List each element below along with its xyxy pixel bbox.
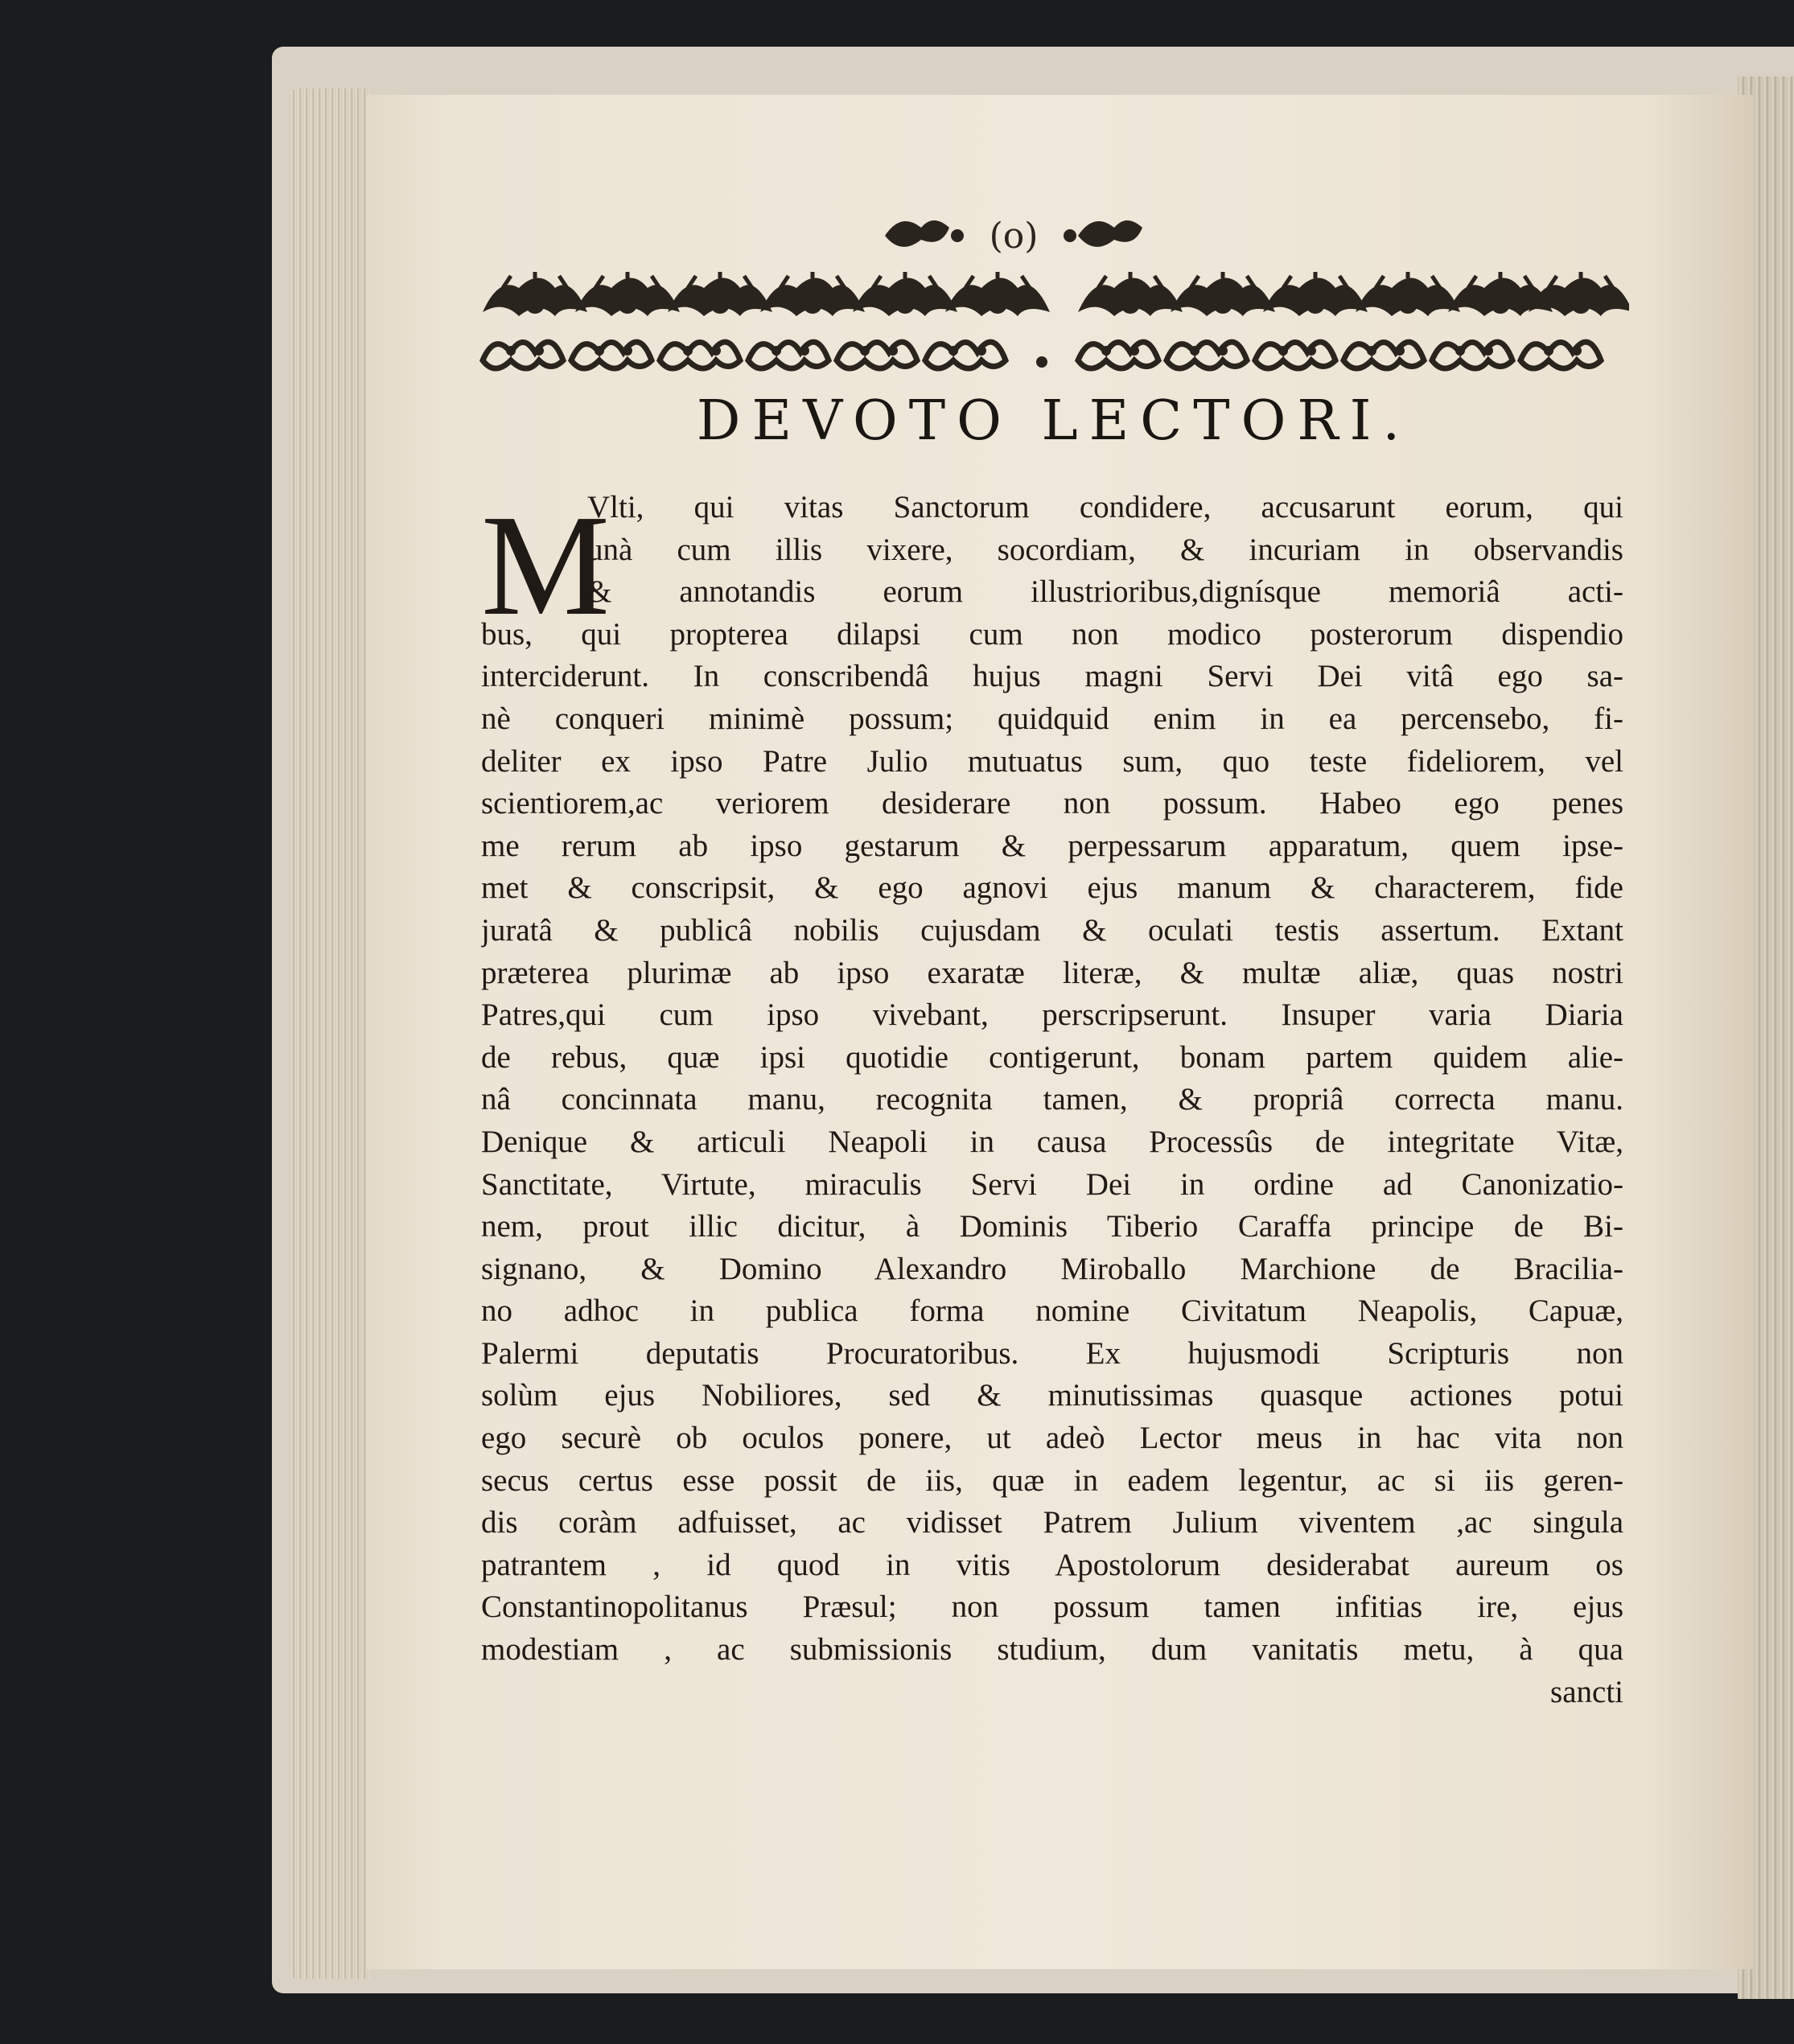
text-line: nâ concinnata manu, recognita tamen, & propriâ correcta manu.: [481, 1082, 1623, 1117]
body-text: [481, 487, 1623, 1713]
page-heading: DEVOTO LECTORI.: [696, 389, 1412, 453]
text-line: de rebus, quæ ipsi quotidie contigerunt, bonam partem quidem alie-: [481, 1039, 1623, 1075]
text-line: scientiorem,ac veriorem desiderare non possum. Habeo ego penes: [481, 786, 1623, 821]
text-line: met & conscripsit, & ego agnovi ejus manum & characterem, fide: [481, 870, 1623, 906]
drop-cap: M: [481, 485, 611, 645]
text-line: bus, qui propterea dilapsi cum non modico posterorum dispendio: [481, 616, 1623, 652]
text-line: ego securè ob oculos ponere, ut adeò Lector meus in hac vita non: [481, 1421, 1623, 1456]
page-edges-left: [290, 88, 370, 1979]
text-line: Denique & articuli Neapoli in causa Processûs de integritate Vitæ,: [481, 1124, 1623, 1159]
text-line: juratâ & publicâ nobilis cujusdam & oculati testis assertum. Extant: [481, 912, 1623, 948]
text-line: Constantinopolitanus Præsul; non possum tamen infitias ire, ejus: [481, 1590, 1623, 1625]
text-line: nem, prout illic dicitur, à Dominis Tiberio Caraffa principe de Bi-: [481, 1209, 1623, 1244]
text-line: patrantem , id quod in vitis Apostolorum desiderabat aureum os: [481, 1547, 1623, 1582]
text-line: Patres,qui cum ipso vivebant, perscripserunt. Insuper varia Diaria: [481, 997, 1623, 1033]
text-line: Vlti, qui vitas Sanctorum condidere, accusarunt eorum, qui: [587, 490, 1623, 524]
headpiece-small-ornament: [877, 208, 1150, 264]
headpiece-center-glyph: (o): [989, 216, 1039, 257]
text-line: & annotandis eorum illustrioribus,dignísque memoriâ acti-: [587, 574, 1623, 610]
text-line: nè conqueri minimè possum; quidquid enim in ea percensebo, fi-: [481, 701, 1623, 736]
text-line: Sanctitate, Virtute, miraculis Servi Dei in ordine ad Canonizatio-: [481, 1166, 1623, 1202]
text-line: Palermi deputatis Procuratoribus. Ex hujusmodi Scripturis non: [481, 1335, 1623, 1371]
text-line: me rerum ab ipso gestarum & perpessarum apparatum, quem ipse-: [481, 828, 1623, 863]
text-line: modestiam , ac submissionis studium, dum vanitatis metu, à qua: [481, 1632, 1623, 1668]
text-line: dis coràm adfuisset, ac vidisset Patrem Julium viventem ,ac singula: [481, 1505, 1623, 1540]
text-line: unà cum illis vixere, socordiam, & incuriam in observandis: [587, 532, 1623, 567]
text-line: præterea plurimæ ab ipso exaratæ literæ, & multæ aliæ, quas nostri: [481, 955, 1623, 990]
text-line: secus certus esse possit de iis, quæ in eadem legentur, ac si iis geren-: [481, 1462, 1623, 1498]
text-line: deliter ex ipso Patre Julio mutuatus sum, quo teste fideliorem, vel: [481, 743, 1623, 779]
text-line: solùm ejus Nobiliores, sed & minutissimas quasque actiones potui: [481, 1378, 1623, 1413]
text-line: signano, & Domino Alexandro Miroballo Marchione de Bracilia-: [481, 1251, 1623, 1286]
headpiece-ornament-band: [479, 272, 1629, 375]
catchword: sancti: [1550, 1674, 1623, 1709]
text-line: no adhoc in publica forma nomine Civitatum Neapolis, Capuæ,: [481, 1293, 1623, 1329]
text-line: interciderunt. In conscribendâ hujus magni Servi Dei vitâ ego sa-: [481, 659, 1623, 694]
